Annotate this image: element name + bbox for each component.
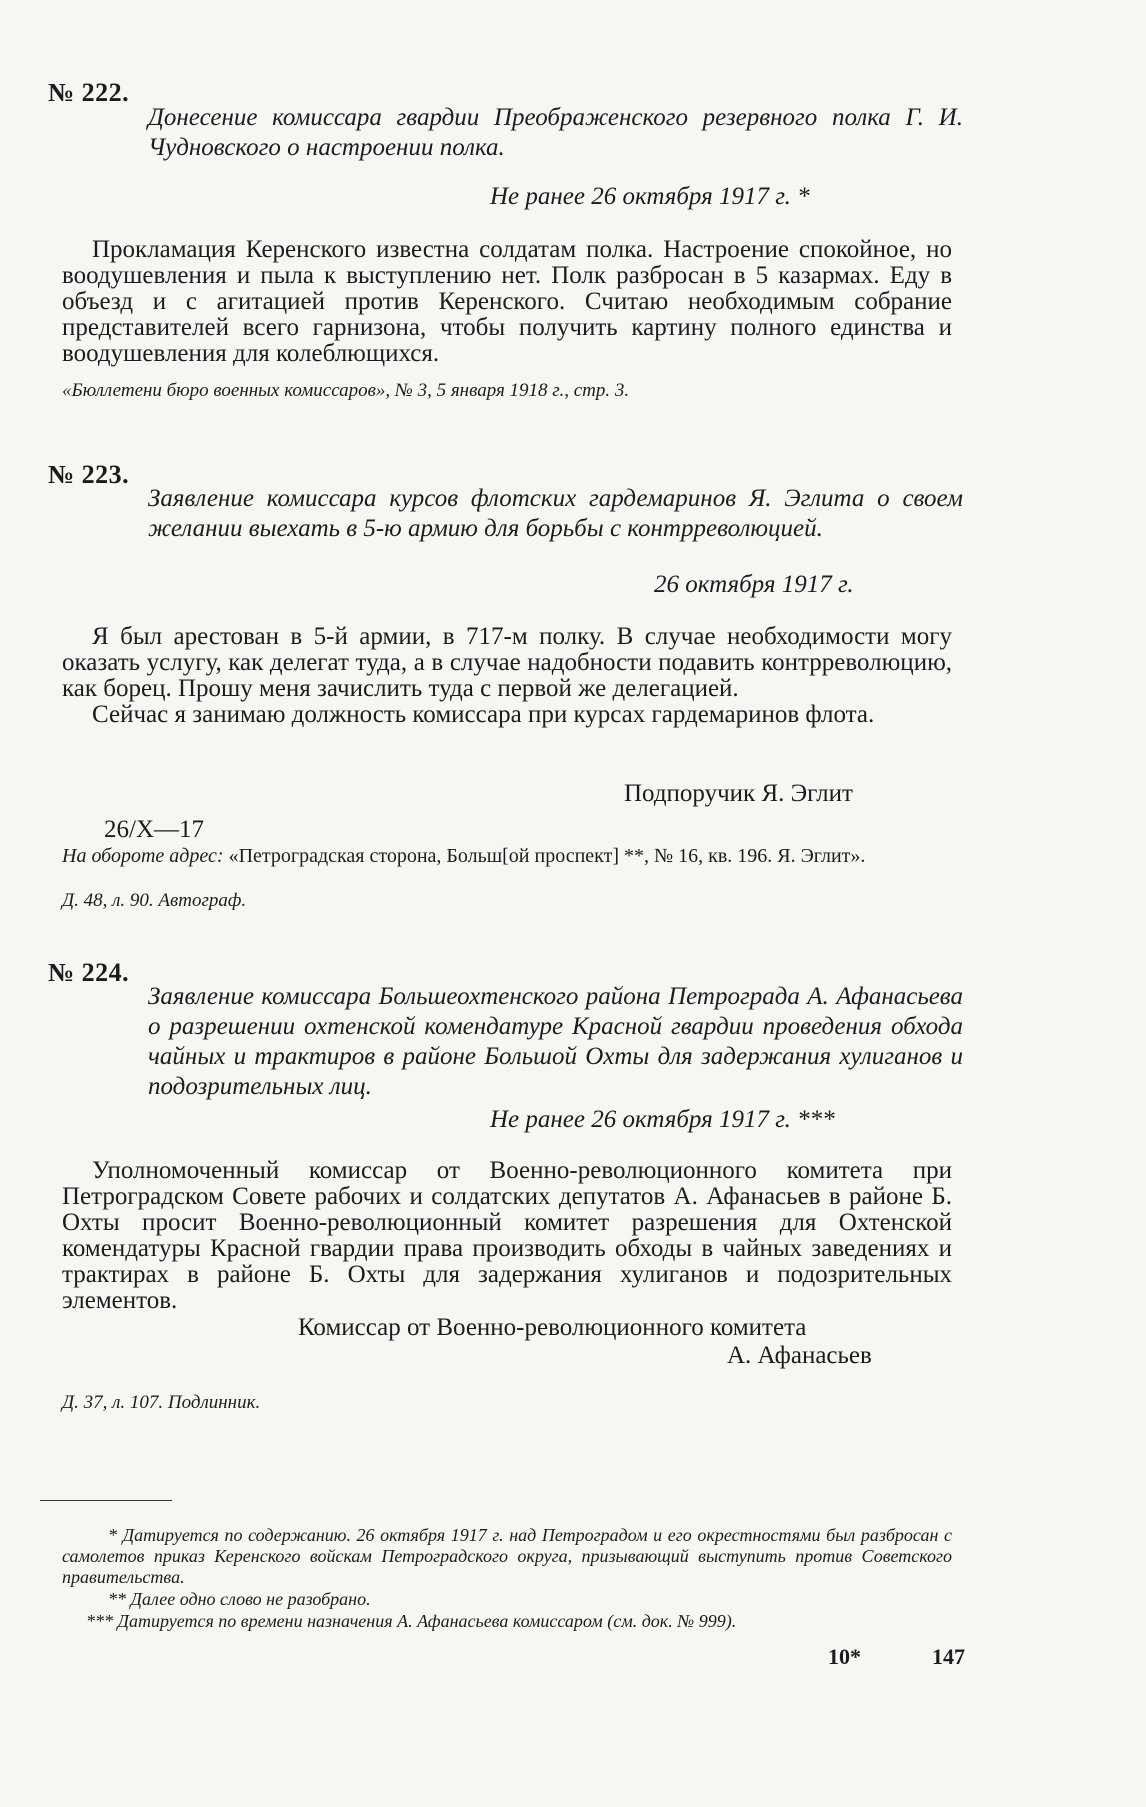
doc223-signature: Подпоручик Я. Эглит <box>624 780 853 807</box>
doc223-body <box>62 624 952 728</box>
doc222-paragraph: Прокламация Керенского известна солдатам полка. Настроение спокойное, но воодушевления и пыла к выступлению нет. Полк разбросан в 5 казармах. Еду в объезд и с агитацией против Керенского. Считаю необходимым собрание представителей всего гарнизона, чтобы получить картину полного единства и воодушевления для колеблющихся. <box>62 236 952 367</box>
doc224-body <box>62 1158 952 1314</box>
footnote-3: *** Датируется по времени назначения А. Афанасьева комиссаром (см. док. № 999). <box>86 1611 737 1631</box>
doc224-date: Не ранее 26 октября 1917 г. *** <box>490 1106 835 1133</box>
footnote-2: ** Далее одно слово не разобрано. <box>108 1589 371 1609</box>
doc223-sign-date: 26/X—17 <box>104 816 204 843</box>
doc224-signature-line2: А. Афанасьев <box>727 1342 872 1369</box>
doc223-title: Заявление комиссара курсов флотских гардемаринов Я. Эглита о своем желании выехать в 5-ю армию для борьбы с контрреволюцией. <box>148 485 963 542</box>
doc223-number: № 223. <box>48 460 130 489</box>
doc224-paragraph: Уполномоченный комиссар от Военно-революционного комитета при Петроградском Совете рабочих и солдатских депутатов А. Афанасьев в районе Б. Охты просит Военно-революционный комитет разрешения для Охтенской комендатуры Красной гвардии права производить обходы в чайных заведениях и трактирах в районе Б. Охты для задержания хулиганов и подозрительных элементов. <box>62 1157 952 1314</box>
doc224-title: Заявление комиссара Большеохтенского района Петрограда А. Афанасьева о разрешении охтенской комендатуре Красной гвардии проведения обхода чайных и трактиров в районе Большой Охты для задержания хулиганов и подозрительных лиц. <box>148 983 963 1100</box>
doc224-number: № 224. <box>48 958 130 987</box>
doc224-source: Д. 37, л. 107. Подлинник. <box>62 1392 261 1413</box>
doc223-reverse-label: На обороте адрес: <box>62 845 224 867</box>
doc224-signature-line1: Комиссар от Военно-революционного комитета <box>298 1314 807 1341</box>
doc222-body <box>62 237 952 367</box>
doc222-date: Не ранее 26 октября 1917 г. * <box>490 183 810 210</box>
page-number: 147 <box>932 1644 965 1669</box>
doc222-number: № 222. <box>48 78 130 107</box>
doc223-source: Д. 48, л. 90. Автограф. <box>62 890 247 911</box>
footnote-separator <box>40 1500 172 1501</box>
doc223-paragraph-2: Сейчас я занимаю должность комиссара при курсах гардемаринов флота. <box>92 701 875 728</box>
signature-mark: 10* <box>828 1644 861 1669</box>
doc222-source: «Бюллетени бюро военных комиссаров», № 3, 5 января 1918 г., стр. 3. <box>62 380 630 401</box>
doc223-reverse-text: «Петроградская сторона, Больш[ой проспект] **, № 16, кв. 196. Я. Эглит». <box>228 845 866 867</box>
doc223-paragraph-1: Я был арестован в 5-й армии, в 717-м полку. В случае необходимости могу оказать услугу, как делегат туда, а в случае надобности подавить контрреволюцию, как борец. Прошу меня зачислить туда с первой же делегацией. <box>62 623 952 702</box>
footnote-1: * Датируется по содержанию. 26 октября 1917 г. над Петроградом и его окрестностями был разбросан с самолетов приказ Керенского войскам Петроградского округа, призывающий выступить против Советского правительства. <box>62 1525 952 1587</box>
doc223-date: 26 октября 1917 г. <box>654 571 854 598</box>
doc222-title: Донесение комиссара гвардии Преображенского резервного полка Г. И. Чудновского о настроении полка. <box>148 104 963 161</box>
doc223-reverse-note <box>62 844 962 868</box>
